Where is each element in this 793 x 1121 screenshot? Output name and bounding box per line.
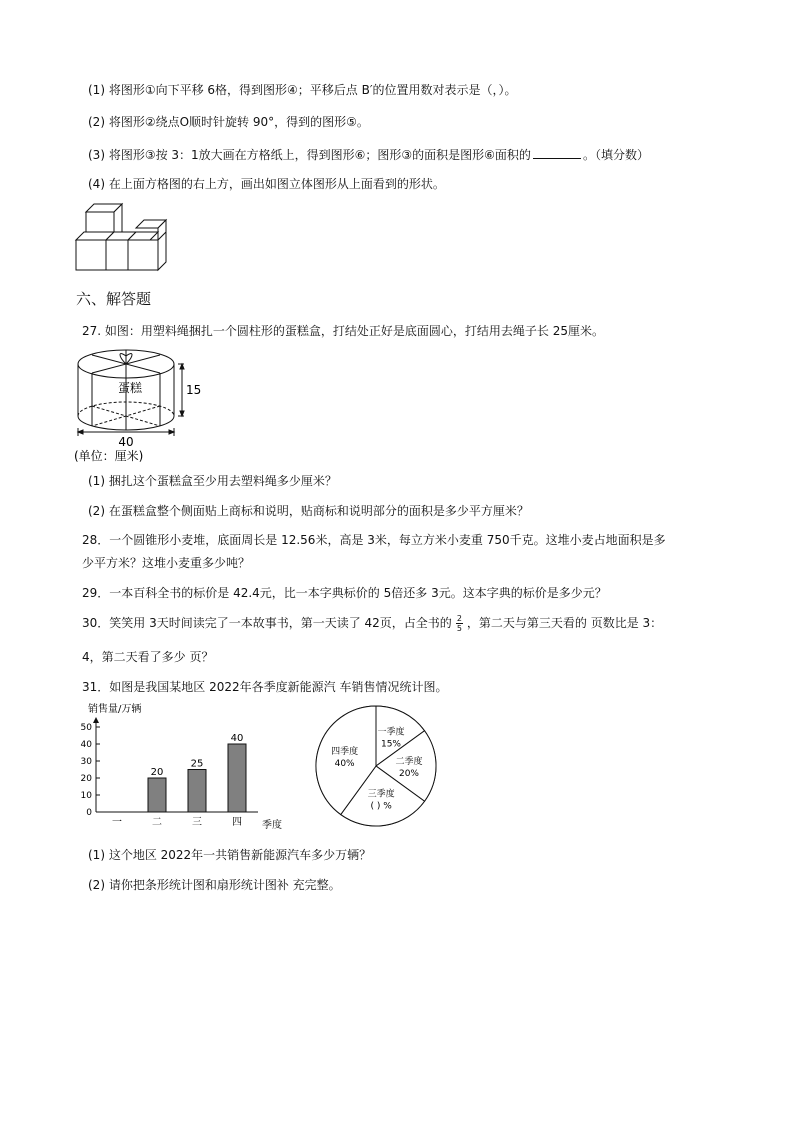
bar-data-label: 25 xyxy=(190,758,204,770)
question-30-text-a: 30．笑笑用 3天时间读完了一本故事书，第一天读了 42页，占全书的 xyxy=(82,616,452,630)
question-part3-tail: 。（填分数） xyxy=(582,148,649,162)
y-tick-label: 30 xyxy=(80,757,92,767)
bar xyxy=(148,778,166,812)
bar-data-label: 20 xyxy=(150,767,164,778)
question-31: 31．如图是我国某地区 2022年各季度新能源汽 车销售情况统计图。 xyxy=(82,680,448,694)
question-part1: (1) 将图形①向下平移 6格，得到图形④；平移后点 B′的位置用数对表示是（，）。 xyxy=(88,83,517,97)
fraction-numerator: 2 xyxy=(456,614,462,623)
question-28-line1: 28．一个圆锥形小麦堆，底面周长是 12.56米，高是 3米，每立方米小麦重 750千克。这堆小麦占地面积是多 xyxy=(82,533,666,547)
question-31-part1: (1) 这个地区 2022年一共销售新能源汽车多少万辆？ xyxy=(88,848,372,862)
question-31-part2: (2) 请你把条形统计图和扇形统计图补 充完整。 xyxy=(88,878,341,892)
question-30-line1 xyxy=(82,614,662,633)
x-tick-label: 二 xyxy=(152,817,162,828)
x-tick-label: 一 xyxy=(112,817,122,828)
question-27-part2: (2) 在蛋糕盒整个侧面贴上商标和说明，贴商标和说明部分的面积是多少平方厘米？ xyxy=(88,504,529,518)
question-30-text-b: ，第二天与第三天看的 页数比是 3： xyxy=(466,616,663,630)
bar-data-label: 40 xyxy=(230,733,244,744)
y-axis-arrow xyxy=(93,717,99,723)
question-28-line2: 少平方米？这堆小麦重多少吨？ xyxy=(82,556,251,570)
y-tick-label: 0 xyxy=(86,808,92,818)
pie-slice-percent: 20% xyxy=(398,769,420,779)
question-30-line2: 4，第二天看了多少 页？ xyxy=(82,650,214,664)
question-part2: (2) 将图形②绕点O顺时针旋转 90°，得到的图形⑤。 xyxy=(88,115,369,129)
y-tick-label: 20 xyxy=(80,774,92,784)
pie-chart xyxy=(310,700,440,830)
cake-label: 蛋糕 xyxy=(117,381,143,395)
question-part3 xyxy=(88,147,649,162)
pie-slice-label: 四季度 xyxy=(331,746,359,757)
bar xyxy=(188,770,206,813)
bar-chart xyxy=(72,700,302,832)
unit-label: (单位：厘米) xyxy=(74,449,144,463)
question-27-part1: (1) 捆扎这个蛋糕盒至少用去塑料绳多少厘米？ xyxy=(88,474,337,488)
question-29: 29．一本百科全书的标价是 42.4元，比一本字典标价的 5倍还多 3元。这本字典的标价是多少元？ xyxy=(82,586,607,600)
pie-slice-label: 二季度 xyxy=(395,757,423,767)
y-tick-label: 50 xyxy=(80,723,92,733)
cube-figure xyxy=(74,198,184,274)
diameter-label: 40 xyxy=(118,435,134,449)
cake-box-figure xyxy=(72,342,202,464)
answer-blank[interactable] xyxy=(533,147,581,159)
pie-slice-percent: ( ) % xyxy=(370,801,392,812)
fraction-denominator: 5 xyxy=(456,624,462,633)
bar-chart-ylabel: 销售量/万辆 xyxy=(88,704,142,715)
question-27: 27. 如图：用塑料绳捆扎一个圆柱形的蛋糕盒，打结处正好是底面圆心，打结用去绳子长 25厘米。 xyxy=(82,324,604,338)
height-label: 15 xyxy=(186,383,202,397)
section-title: 六、解答题 xyxy=(76,290,152,308)
x-tick-label: 三 xyxy=(192,817,202,828)
question-part3-text: (3) 将图形③按 3：1放大画在方格纸上，得到图形⑥；图形③的面积是图形⑥面积的 xyxy=(88,148,531,162)
y-tick-label: 40 xyxy=(80,740,92,750)
bar-chart-xlabel: 季度 xyxy=(262,820,282,831)
pie-slice-label: 三季度 xyxy=(367,789,395,800)
x-tick-label: 四 xyxy=(232,817,242,828)
pie-slice-percent: 15% xyxy=(380,739,401,750)
y-tick-label: 10 xyxy=(80,791,92,801)
question-part4: (4) 在上面方格图的右上方，画出如图立体图形从上面看到的形状。 xyxy=(88,177,445,191)
bar xyxy=(228,744,246,812)
pie-slice-percent: 40% xyxy=(334,758,355,769)
pie-slice-label: 一季度 xyxy=(377,727,405,738)
fraction xyxy=(456,614,463,633)
